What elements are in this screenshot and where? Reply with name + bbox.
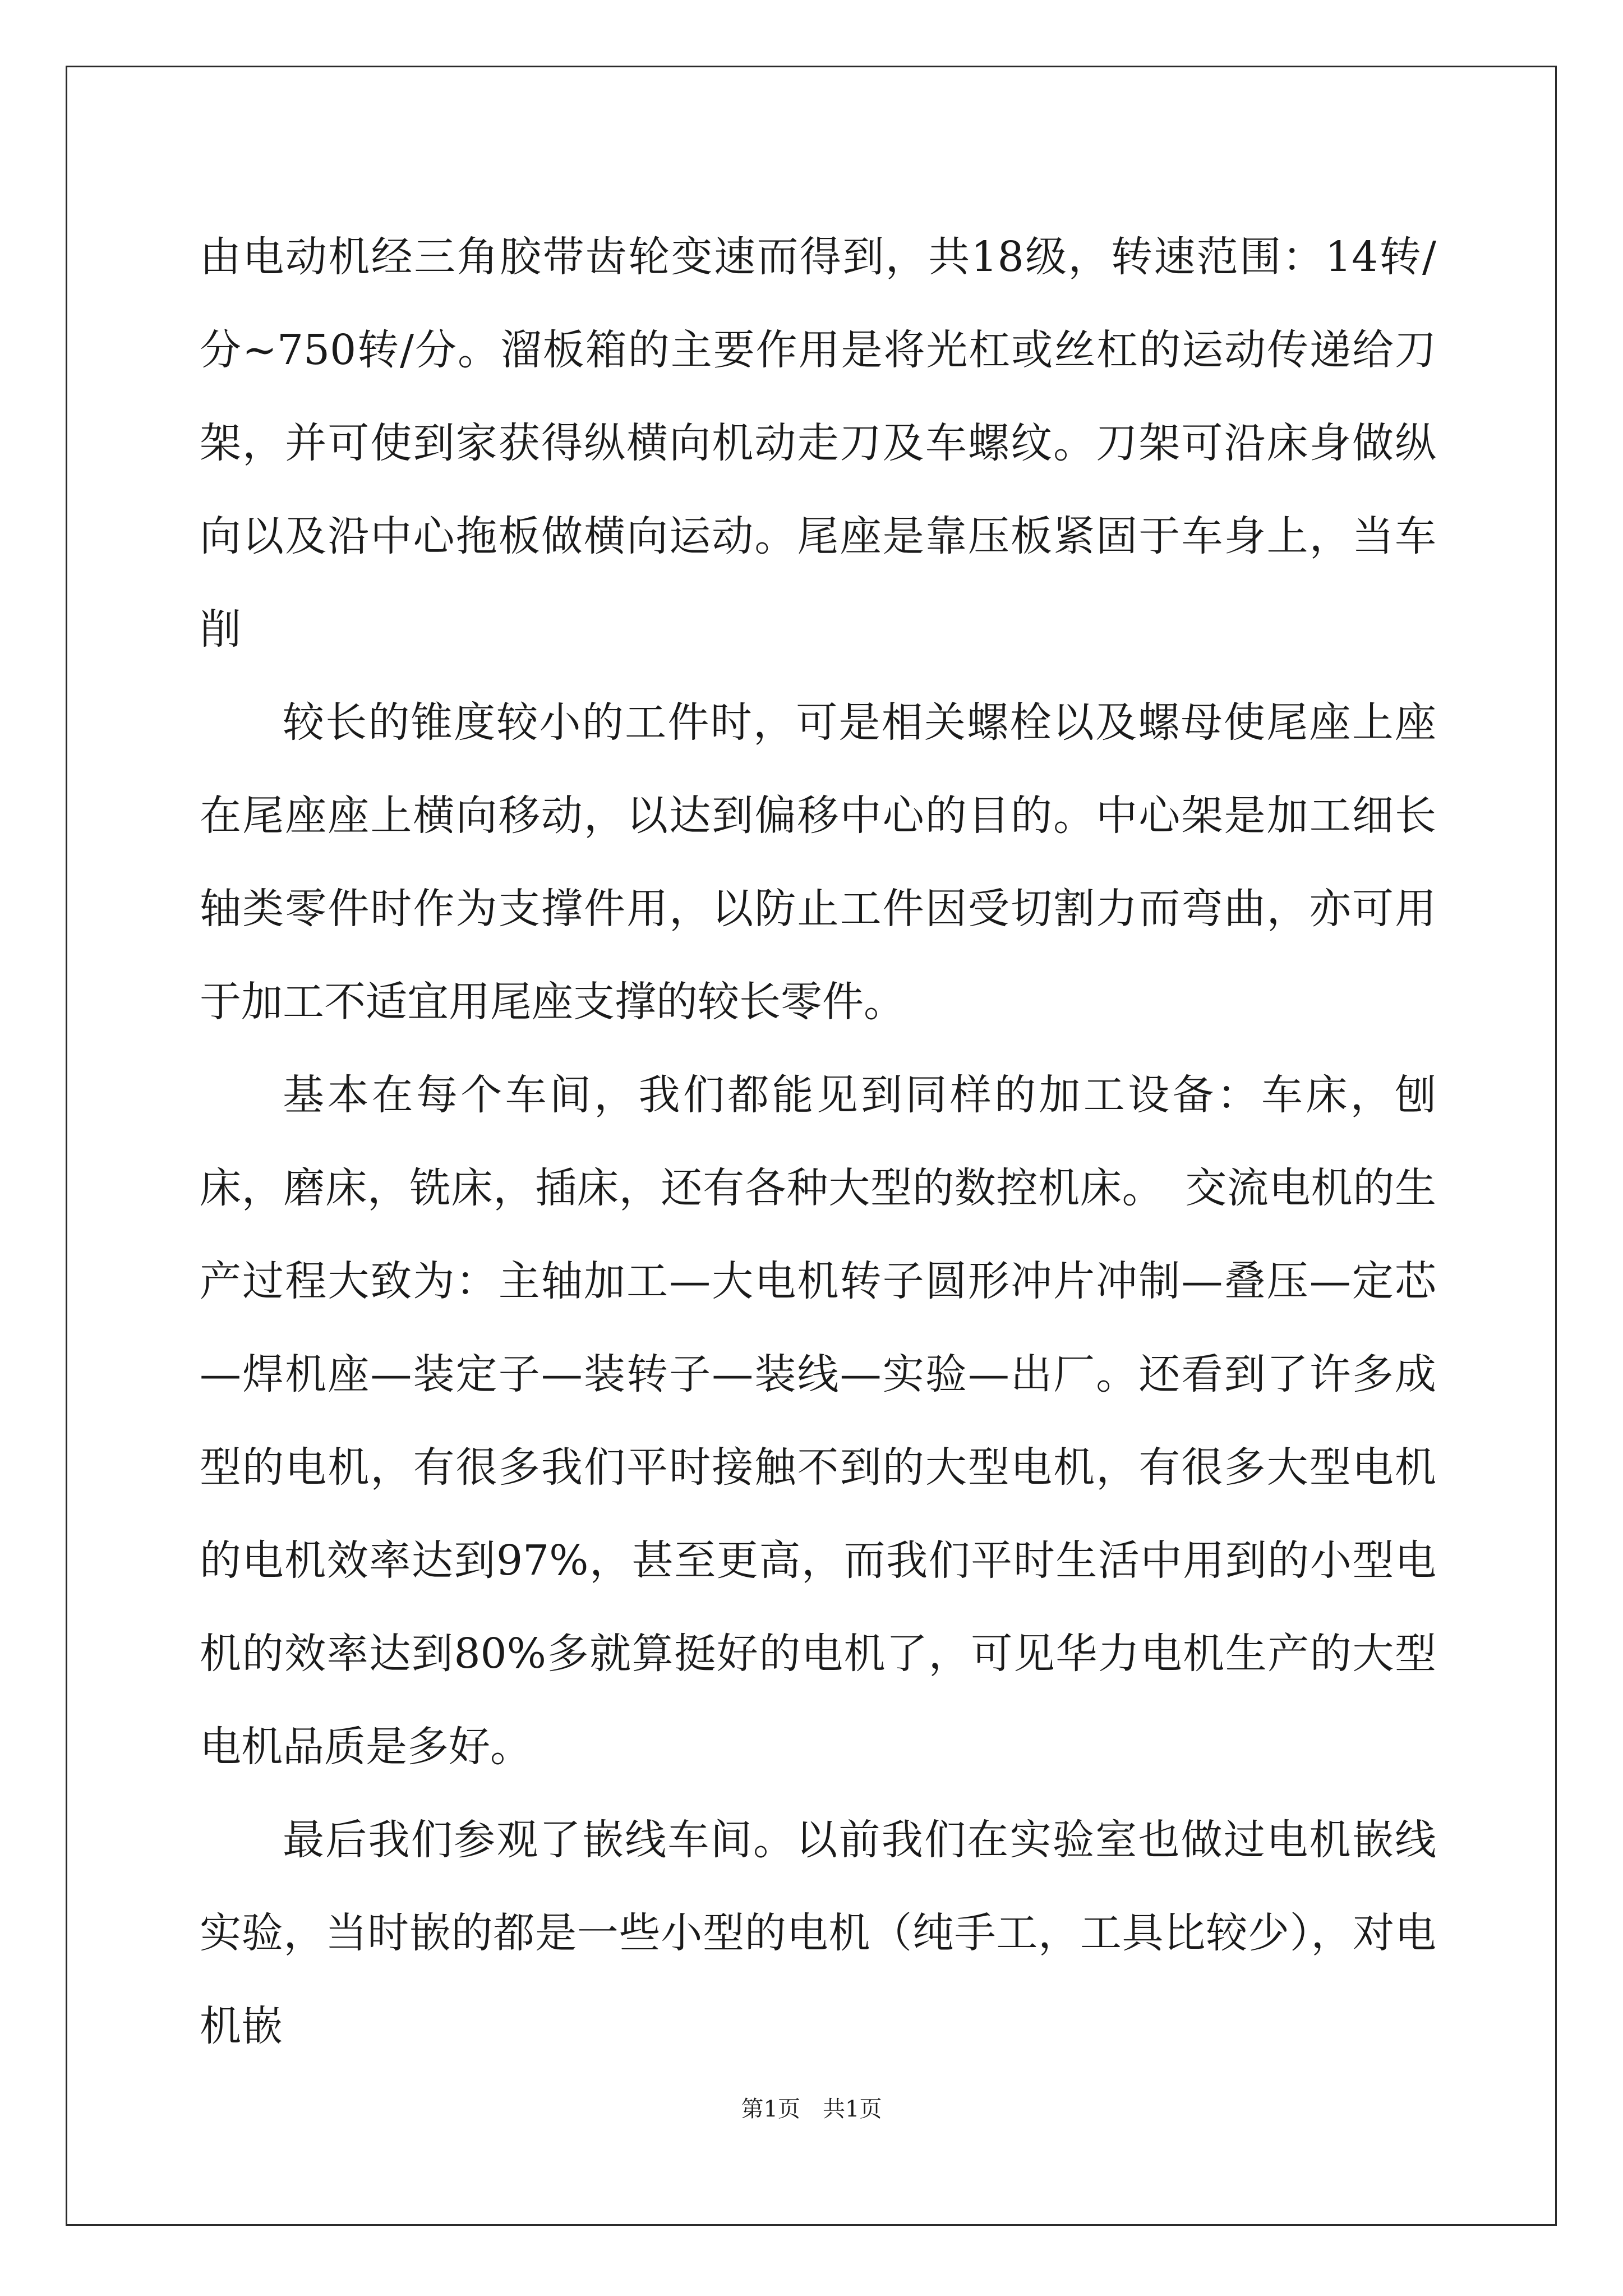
document-body xyxy=(200,210,1436,2073)
paragraph-4: 最后我们参观了嵌线车间。以前我们在实验室也做过电机嵌线实验，当时嵌的都是一些小型的电机（纯手工，工具比较少），对电机嵌 xyxy=(200,1816,1436,2050)
paragraph-1: 由电动机经三角胶带齿轮变速而得到，共18级，转速范围：14转/分~750转/分。溜板箱的主要作用是将光杠或丝杠的运动传递给刀架，并可使到家获得纵横向机动走刀及车螺纹。刀架可沿床身做纵向以及沿中心拖板做横向运动。尾座是靠压板紧固于车身上，当车削 xyxy=(200,233,1436,654)
page-number-footer: 第1页 共1页 xyxy=(741,2096,882,2122)
paragraph-3: 基本在每个车间，我们都能见到同样的加工设备：车床，刨床，磨床，铣床，插床，还有各种大型的数控机床。 交流电机的生产过程大致为：主轴加工—大电机转子圆形冲片冲制—叠压—定芯—焊机座—装定子—装转子—装线—实验—出厂。还看到了许多成型的电机，有很多我们平时接触不到的大型电机，有很多大型电机的电机效率达到97%，甚至更高，而我们平时生活中用到的小型电机的效率达到80%多就算挺好的电机了，可见华力电机生产的大型电机品质是多好。 xyxy=(200,1071,1436,1771)
paragraph-2: 较长的锥度较小的工件时，可是相关螺栓以及螺母使尾座上座在尾座座上横向移动，以达到偏移中心的目的。中心架是加工细长轴类零件时作为支撑件用，以防止工件因受切割力而弯曲，亦可用于加工不适宜用尾座支撑的较长零件。 xyxy=(200,698,1436,1026)
